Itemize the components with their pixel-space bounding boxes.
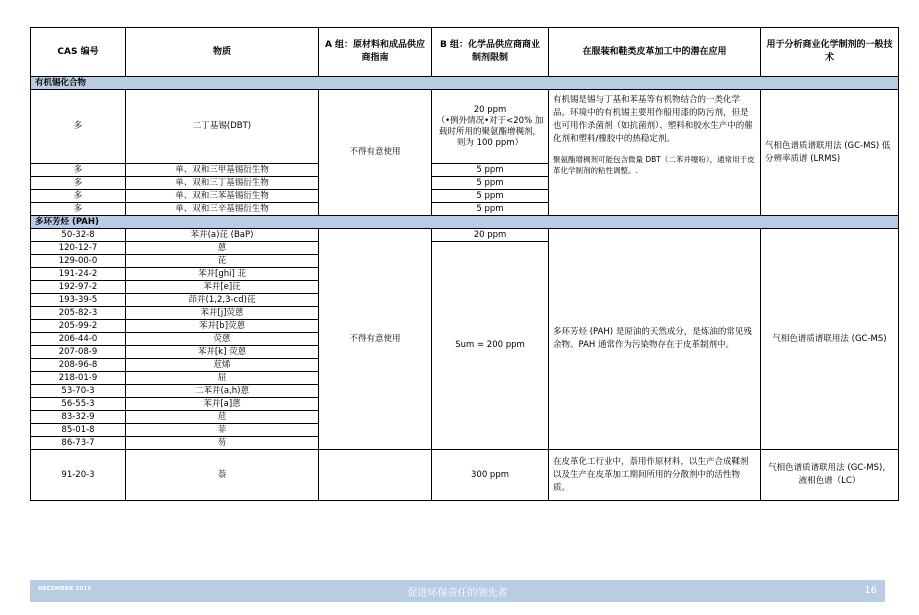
- cas-cell: 91-20-3: [31, 450, 126, 501]
- technique-cell: 气相色谱质谱联用法 (GC-MS)，液相色谱（LC）: [761, 450, 899, 501]
- table-row: [31, 229, 899, 242]
- limit-cell: 5 ppm: [432, 177, 549, 190]
- substance-cell: 苯并(a)芘 (BaP): [126, 229, 319, 242]
- application-note: 聚氨酯增稠剂可能包含微量 DBT（二苯并噻吩），通常用于皮革化学制剂的粘性调整。.: [553, 155, 755, 175]
- group-a-cell: [319, 450, 432, 501]
- cas-cell: 多: [31, 177, 126, 190]
- header-technique: 用于分析商业化学制剂的一般技术: [761, 28, 899, 77]
- header-group-a: A 组：原材料和成品供应商指南: [319, 28, 432, 77]
- substance-cell: 蒽: [126, 242, 319, 255]
- header-application: 在服装和鞋类皮革加工中的潜在应用: [549, 28, 761, 77]
- limit-cell: 5 ppm: [432, 203, 549, 216]
- limit-cell: Sum = 200 ppm: [432, 242, 549, 450]
- substance-cell: 单、双和三苯基锡衍生物: [126, 190, 319, 203]
- footer-date: DECEMBER 2015: [38, 586, 92, 592]
- section-title: 多环芳烃 (PAH): [31, 216, 899, 229]
- cas-cell: 56-55-3: [31, 398, 126, 411]
- group-a-cell: 不得有意使用: [319, 90, 432, 216]
- page-footer: [30, 580, 885, 602]
- cas-cell: 83-32-9: [31, 411, 126, 424]
- cas-cell: 207-08-9: [31, 346, 126, 359]
- cas-cell: 120-12-7: [31, 242, 126, 255]
- limit-cell: 20 ppm: [432, 229, 549, 242]
- cas-cell: 多: [31, 190, 126, 203]
- page-number: 16: [864, 585, 877, 596]
- substance-cell: 苊烯: [126, 359, 319, 372]
- substance-cell: 单、双和三甲基锡衍生物: [126, 164, 319, 177]
- cas-cell: 129-00-0: [31, 255, 126, 268]
- header-group-b: B 组：化学品供应商商业制剂限制: [432, 28, 549, 77]
- substance-cell: 苯并[e]芘: [126, 281, 319, 294]
- substance-cell: 屈: [126, 372, 319, 385]
- limit-cell: 5 ppm: [432, 190, 549, 203]
- section-title: 有机锡化合物: [31, 77, 899, 90]
- cas-cell: 多: [31, 90, 126, 164]
- cas-cell: 192-97-2: [31, 281, 126, 294]
- technique-cell: 气相色谱质谱联用法 (GC-MS): [761, 229, 899, 450]
- substance-cell: 苊: [126, 411, 319, 424]
- cas-cell: 85-01-8: [31, 424, 126, 437]
- substance-cell: 菲: [126, 424, 319, 437]
- substance-cell: 苯并[ghi] 苝: [126, 268, 319, 281]
- cas-cell: 218-01-9: [31, 372, 126, 385]
- limit-cell: 300 ppm: [432, 450, 549, 501]
- application-text: 有机锡是锡与丁基和苯基等有机物结合的一类化学品。环境中的有机锡主要用作船用漆的防污剂，但是也可用作杀菌剂（如抗菌剂）、塑料和胶水生产中的催化剂和塑料/橡胶中的热稳定剂。: [553, 95, 753, 144]
- footer-tagline: 促进环保责任的领先者: [407, 588, 508, 599]
- cas-cell: 86-73-7: [31, 437, 126, 450]
- substance-cell: 茚并(1,2,3-cd)芘: [126, 294, 319, 307]
- cas-cell: 191-24-2: [31, 268, 126, 281]
- substance-cell: 苯并[b]荧蒽: [126, 320, 319, 333]
- substance-cell: 单、双和三辛基锡衍生物: [126, 203, 319, 216]
- group-a-cell: 不得有意使用: [319, 229, 432, 450]
- substance-cell: 苯并[j]荧蒽: [126, 307, 319, 320]
- header-cas: CAS 编号: [31, 28, 126, 77]
- substance-cell: 芘: [126, 255, 319, 268]
- substance-cell: 萘: [126, 450, 319, 501]
- technique-cell: 气相色谱质谱联用法 (GC-MS) 低分辨率质谱 (LRMS): [761, 90, 899, 216]
- substance-cell: 二苯并(a,h)蒽: [126, 385, 319, 398]
- cas-cell: 53-70-3: [31, 385, 126, 398]
- cas-cell: 多: [31, 203, 126, 216]
- application-cell: 多环芳烃 (PAH) 是原油的天然成分，是炼油的常见残余物。PAH 通常作为污染物存在于皮革制剂中。: [549, 229, 761, 450]
- cas-cell: 多: [31, 164, 126, 177]
- substance-cell: 苯并[a]蒽: [126, 398, 319, 411]
- chemical-restriction-table: [30, 27, 899, 501]
- application-cell: [549, 90, 761, 216]
- section-organotin: [31, 77, 899, 90]
- substance-cell: 单、双和三丁基锡衍生物: [126, 177, 319, 190]
- cas-cell: 206-44-0: [31, 333, 126, 346]
- substance-cell: 二丁基锡(DBT): [126, 90, 319, 164]
- limit-cell: 20 ppm （•例外情况•对于<20% 加载时所用的聚氨酯增稠剂，则为 100 ppm）: [432, 90, 549, 164]
- cas-cell: 50-32-8: [31, 229, 126, 242]
- substance-cell: 苯并[k] 荧蒽: [126, 346, 319, 359]
- cas-cell: 205-99-2: [31, 320, 126, 333]
- header-substance: 物质: [126, 28, 319, 77]
- substance-cell: 荧蒽: [126, 333, 319, 346]
- application-cell: 在皮革化工行业中，萘用作原材料，以生产合成鞣剂以及生产在皮革加工期间所用的分散剂中的活性物质。: [549, 450, 761, 501]
- table-row: [31, 90, 899, 164]
- cas-cell: 193-39-5: [31, 294, 126, 307]
- cas-cell: 208-96-8: [31, 359, 126, 372]
- limit-cell: 5 ppm: [432, 164, 549, 177]
- cas-cell: 205-82-3: [31, 307, 126, 320]
- section-pah: [31, 216, 899, 229]
- table-header-row: [31, 28, 899, 77]
- table-row-naphthalene: [31, 450, 899, 501]
- substance-cell: 芴: [126, 437, 319, 450]
